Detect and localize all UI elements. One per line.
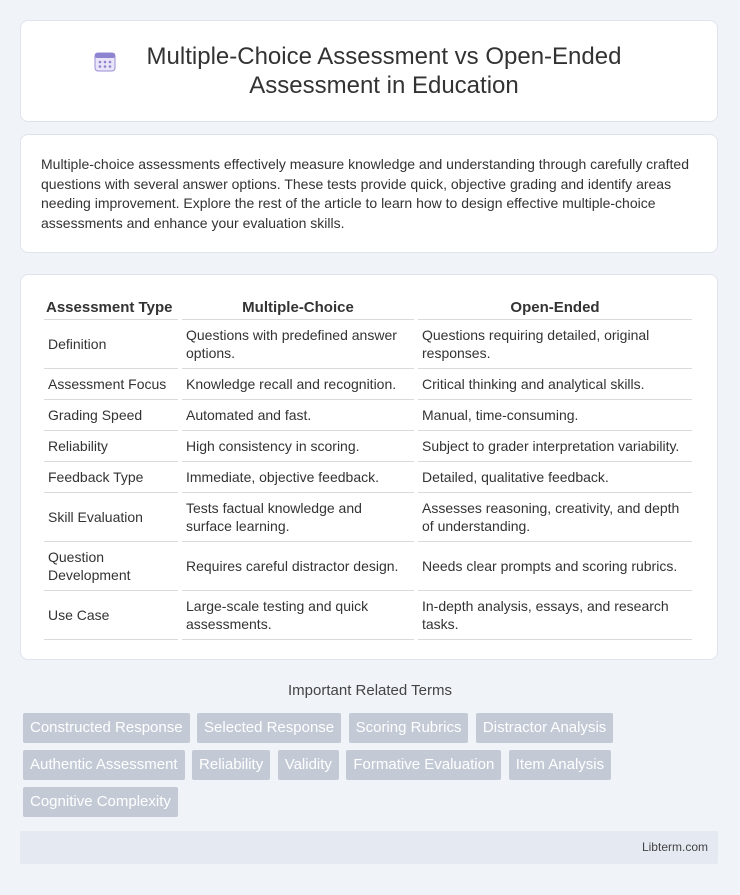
related-terms-title: Important Related Terms <box>288 682 452 699</box>
multiple-choice-cell: Large-scale testing and quick assessments. <box>182 591 414 640</box>
term-tag[interactable]: Validity <box>278 750 339 780</box>
footer-site-link[interactable]: Libterm.com <box>641 840 708 854</box>
calendar-icon <box>94 50 116 72</box>
row-label: Assessment Focus <box>44 369 178 400</box>
table-row <box>44 542 692 591</box>
multiple-choice-cell: Requires careful distractor design. <box>182 542 414 591</box>
multiple-choice-cell: Tests factual knowledge and surface learning. <box>182 493 414 542</box>
open-ended-cell: Manual, time-consuming. <box>418 400 692 431</box>
open-ended-cell: Needs clear prompts and scoring rubrics. <box>418 542 692 591</box>
term-tag[interactable]: Scoring Rubrics <box>349 713 469 743</box>
term-tag[interactable]: Reliability <box>192 750 270 780</box>
row-label: Skill Evaluation <box>44 493 178 542</box>
term-tag[interactable]: Cognitive Complexity <box>23 787 178 817</box>
comparison-table-card <box>20 274 718 660</box>
page-title: Multiple-Choice Assessment vs Open-Ended Assessment in Education <box>146 43 622 99</box>
table-row <box>44 320 692 369</box>
table-row <box>44 493 692 542</box>
term-tag[interactable]: Selected Response <box>197 713 341 743</box>
term-tag[interactable]: Distractor Analysis <box>476 713 613 743</box>
row-label: Reliability <box>44 431 178 462</box>
table-header-row <box>44 295 692 320</box>
table-row <box>44 400 692 431</box>
multiple-choice-cell: High consistency in scoring. <box>182 431 414 462</box>
row-label: Use Case <box>44 591 178 640</box>
column-header: Assessment Type <box>44 295 178 320</box>
multiple-choice-cell: Automated and fast. <box>182 400 414 431</box>
term-tag[interactable]: Constructed Response <box>23 713 190 743</box>
open-ended-cell: In-depth analysis, essays, and research tasks. <box>418 591 692 640</box>
open-ended-cell: Critical thinking and analytical skills. <box>418 369 692 400</box>
term-tag[interactable]: Item Analysis <box>509 750 611 780</box>
multiple-choice-cell: Immediate, objective feedback. <box>182 462 414 493</box>
intro-text: Multiple-choice assessments effectively measure knowledge and understanding through carefully crafted questions with several answer options. These tests provide quick, objective grading and identify areas needing improvement. Explore the rest of the article to learn how to design effective multiple-choice assessments and enhance your evaluation skills. <box>41 156 689 231</box>
table-row <box>44 462 692 493</box>
term-tag[interactable]: Formative Evaluation <box>346 750 501 780</box>
row-label: Question Development <box>44 542 178 591</box>
comparison-table <box>40 295 696 640</box>
open-ended-cell: Assesses reasoning, creativity, and depth of understanding. <box>418 493 692 542</box>
row-label: Definition <box>44 320 178 369</box>
column-header: Open-Ended <box>418 295 692 320</box>
row-label: Grading Speed <box>44 400 178 431</box>
term-tag[interactable]: Authentic Assessment <box>23 750 185 780</box>
related-terms-list <box>23 713 723 824</box>
table-row <box>44 431 692 462</box>
multiple-choice-cell: Questions with predefined answer options. <box>182 320 414 369</box>
intro-card <box>20 134 718 253</box>
header-card <box>20 20 718 122</box>
table-row <box>44 369 692 400</box>
multiple-choice-cell: Knowledge recall and recognition. <box>182 369 414 400</box>
row-label: Feedback Type <box>44 462 178 493</box>
open-ended-cell: Subject to grader interpretation variability. <box>418 431 692 462</box>
column-header: Multiple-Choice <box>182 295 414 320</box>
table-row <box>44 591 692 640</box>
open-ended-cell: Questions requiring detailed, original responses. <box>418 320 692 369</box>
footer <box>20 831 718 864</box>
open-ended-cell: Detailed, qualitative feedback. <box>418 462 692 493</box>
